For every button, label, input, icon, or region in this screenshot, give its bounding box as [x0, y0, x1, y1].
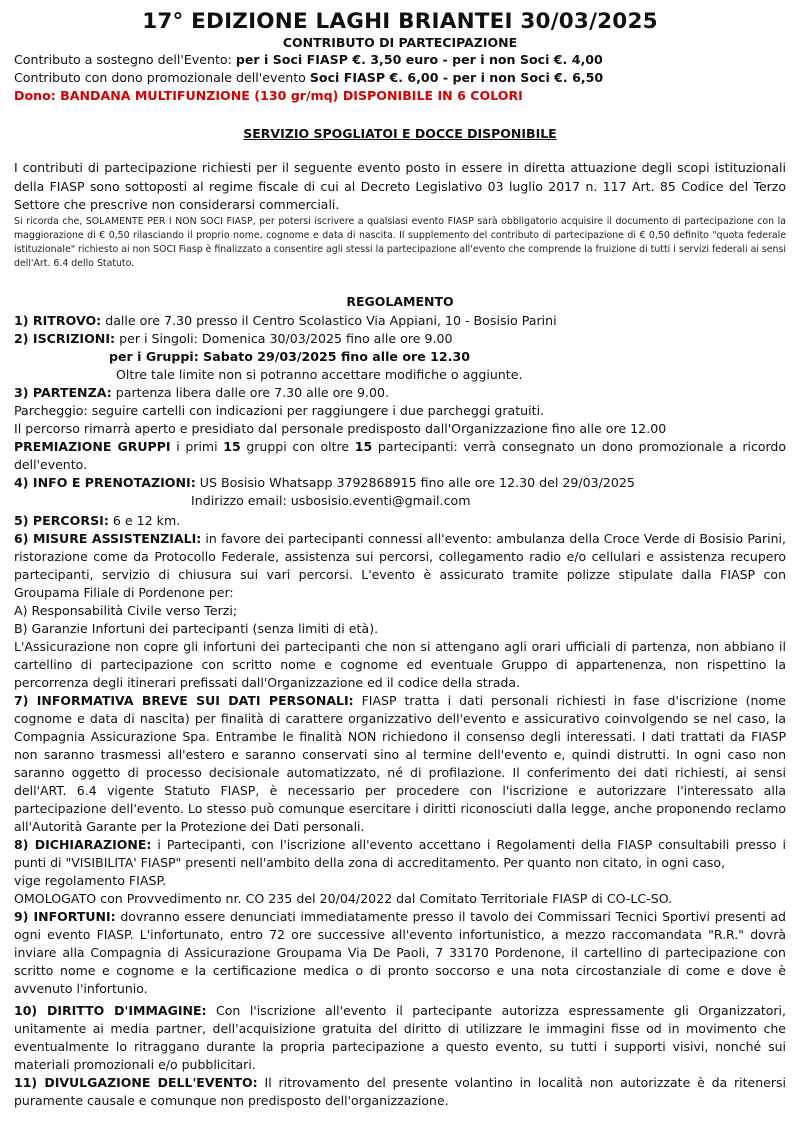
rule-3-text: partenza libera dalle ore 7.30 alle ore 9.00.	[111, 385, 390, 400]
rule-6-insurance-note: L'Assicurazione non copre gli infortuni dei partecipanti che non si attengano agli orari ufficiali di partenza, non abbiano il cartellino di partecipazione con scritto nome e cognome ed eventuale Gruppo di appartenenza, non rispettino la percorrenza degli itinerari prefissati dall'Organizzazione ed il codice della strada.	[14, 639, 786, 690]
rule-6-text: in favore dei partecipanti connessi all'evento: ambulanza della Croce Verde di Bosisio Parini, ristorazione come da Protocollo Federale, assistenza sui percorsi, collegamento radio e/o cellulari e assistenza recupero partecipanti, servizio di chiusura sui vari percorsi. L'evento è assicurato tramite polizze stipulate dalla FIASP con Groupama Filiale di Pordenone per:	[14, 531, 786, 600]
rule-5-text: 6 e 12 km.	[108, 513, 181, 528]
rule-6-item-a: A) Responsabilità Civile verso Terzi;	[14, 603, 238, 618]
contribution-heading: CONTRIBUTO DI PARTECIPAZIONE	[282, 35, 518, 50]
rule-7-label: 7) INFORMATIVA BREVE SUI DATI PERSONALI:	[14, 693, 354, 708]
rule-4-info	[14, 474, 786, 492]
rule-9-text: dovranno essere denunciati immediatamente presso il tavolo dei Commissari Tecnici Sportivi presenti ad ogni evento FIASP. L'infortunato, entro 72 ore successive all'evento infortunistico, a mezzo raccomandata "R.R." dovrà inviare alla Compagnia di Assicurazione Groupama Via De Paoli, 7 33170 Pordenone, il cartellino di partecipazione con scritto nome e cognome e la certificazione medica o di pronto soccorso e una nota circostanziale di come e dove è avvenuto l'infortunio.	[14, 909, 786, 996]
omologato-line: OMOLOGATO con Provvedimento nr. CO 235 del 20/04/2022 dal Comitato Territoriale FIASP di CO-LC-SO.	[14, 891, 673, 906]
rule-10-label: 10) DIRITTO D'IMMAGINE:	[14, 1003, 207, 1018]
contribution-1-label: Contributo a sostegno dell'Evento:	[14, 52, 236, 67]
rule-4-email: Indirizzo email: usbosisio.eventi@gmail.com	[191, 493, 471, 508]
rule-7-text: FIASP tratta i dati personali richiesti in fase d'iscrizione (nome cognome e data di nascita) per finalità di carattere organizzativo dell'evento e assicurativo coinvolgendo se nel caso, la Compagnia Assicurazione Spa. Entrambe le finalità NON richiedono il consenso degli interessati. I dati trattati da FIASP non saranno trasmessi all'estero e saranno conservati sino al termine dell'evento e, quindi distrutti. In ogni caso non saranno oggetto di processo decisionale automatizzato, né di profilazione. Il conferimento dei dati richiesti, ai sensi dell'ART. 6.4 vigente Statuto FIASP, è necessario per procedere con l'iscrizione e autorizzare l'interessato alla partecipazione dell'evento. Lo stesso può comunque esercitare i diritti riconosciuti dalla legge, anche proponendo reclamo all'Autorità Garante per la Protezione dei Dati personali.	[14, 693, 786, 834]
rule-6-item-b: B) Garanzie Infortuni dei partecipanti (senza limiti di età).	[14, 621, 379, 636]
fine-print-paragraph: Si ricorda che, SOLAMENTE PER I NON SOCI FIASP, per potersi iscrivere a qualsiasi evento FIASP sarà obbligatorio acquisire il documento di partecipazione con la maggiorazione di € 0,50 rilasciando il proprio nome, cognome e data di nascita. Il supplemento del contributo di partecipazione di € 0,50 definito "quota federale istituzionale" richiesto ai non SOCI Fiasp è finalizzato a consentire agli stessi la partecipazione all'evento che comprende la fruizione di tutti i servizi federali ai sensi dell'Art. 6.4 dello Statuto.	[14, 216, 786, 269]
premiazione-gruppi	[14, 438, 786, 474]
rule-1-label: 1) RITROVO:	[14, 313, 102, 328]
rule-1-text: dalle ore 7.30 presso il Centro Scolastico Via Appiani, 10 - Bosisio Parini	[101, 313, 557, 328]
rule-11-text: Il ritrovamento del presente volantino in località non autorizzate è da ritenersi puramente causale e comunque non predisposto dell'organizzazione.	[14, 1075, 786, 1108]
contribution-line-1	[14, 51, 786, 69]
rule-10-immagine	[14, 1002, 786, 1074]
rule-2-iscrizioni	[14, 330, 786, 348]
rule-8-tail: vige regolamento FIASP.	[14, 873, 167, 888]
premiazione-count-groups: 15	[223, 439, 241, 454]
premiazione-count-participants: 15	[354, 439, 373, 454]
rule-6-misure	[14, 530, 786, 602]
rule-2-label: 2) ISCRIZIONI:	[14, 331, 116, 346]
parking-line: Parcheggio: seguire cartelli con indicazioni per raggiungere i due parcheggi gratuiti.	[14, 403, 545, 418]
contribution-2-value: Soci FIASP €. 6,00 - per i non Soci €. 6,50	[309, 70, 604, 85]
service-heading: SERVIZIO SPOGLIATOI E DOCCE DISPONIBILE	[243, 126, 557, 141]
fiscal-paragraph: I contributi di partecipazione richiesti per il seguente evento posto in essere in diretta attuazione degli scopi istituzionali della FIASP sono sottoposti al regime fiscale di cui al Decreto Legislativo 03 luglio 2017 n. 117 Art. 85 Codice del Terzo Settore che prescrive non considerarsi commerciali.	[14, 160, 786, 212]
rule-9-infortuni	[14, 908, 786, 998]
rule-5-label: 5) PERCORSI:	[14, 513, 109, 528]
rule-2-groups: per i Gruppi: Sabato 29/03/2025 fino alle ore 12.30	[109, 349, 470, 364]
rule-3-label: 3) PARTENZA:	[14, 385, 112, 400]
rule-7-privacy	[14, 692, 786, 836]
regolamento-heading: REGOLAMENTO	[346, 294, 454, 309]
rule-10-text: Con l'iscrizione all'evento il partecipante autorizza espressamente gli Organizzatori, unitamente ai media partner, dell'acquisizione gratuita del diritto di utilizzare le immagini fisse od in movimento che eventualmente lo ritraggano durante la propria partecipazione a questo evento, su tutti i supporti visivi, nonché sui materiali promozionali e/o pubblicitari.	[14, 1003, 786, 1072]
contribution-2-label: Contributo con dono promozionale dell'evento	[14, 70, 310, 85]
contribution-line-2	[14, 69, 786, 87]
premiazione-label: PREMIAZIONE GRUPPI	[14, 439, 171, 454]
rule-11-divulgazione	[14, 1074, 786, 1110]
rule-1-ritrovo	[14, 312, 786, 330]
rule-9-label: 9) INFORTUNI:	[14, 909, 116, 924]
rule-11-label: 11) DIVULGAZIONE DELL'EVENTO:	[14, 1075, 258, 1090]
premiazione-text-b: gruppi con oltre	[240, 439, 355, 454]
rule-8-label: 8) DICHIARAZIONE:	[14, 837, 152, 852]
rule-4-text: US Bosisio Whatsapp 3792868915 fino alle ore 12.30 del 29/03/2025	[195, 475, 635, 490]
rule-2-note: Oltre tale limite non si potranno accettare modifiche o aggiunte.	[116, 367, 523, 382]
rule-3-partenza	[14, 384, 786, 402]
rule-4-label: 4) INFO E PRENOTAZIONI:	[14, 475, 196, 490]
rule-2-text: per i Singoli: Domenica 30/03/2025 fino alle ore 9.00	[115, 331, 453, 346]
rule-5-percorsi	[14, 512, 786, 530]
premiazione-text-c: partecipanti: verrà consegnato un dono promozionale a ricordo dell'evento.	[14, 439, 786, 472]
contribution-1-value: per i Soci FIASP €. 3,50 euro - per i non Soci €. 4,00	[235, 52, 603, 67]
gift-line: Dono: BANDANA MULTIFUNZIONE (130 gr/mq) DISPONIBILE IN 6 COLORI	[14, 88, 523, 103]
premiazione-text-a: i primi	[170, 439, 224, 454]
rule-8-dichiarazione	[14, 836, 786, 872]
rule-8-text: i Partecipanti, con l'iscrizione all'evento accettano i Regolamenti della FIASP consultabili presso i punti di "VISIBILITA' FIASP" presenti nell'ambito della zona di accreditamento. Per quanto non citato, in ogni caso,	[14, 837, 787, 870]
rule-6-label: 6) MISURE ASSISTENZIALI:	[14, 531, 202, 546]
route-open-line: Il percorso rimarrà aperto e presidiato dal personale predisposto dall'Organizzazione fino alle ore 12.00	[14, 421, 667, 436]
event-title: 17° EDIZIONE LAGHI BRIANTEI 30/03/2025	[142, 9, 658, 34]
